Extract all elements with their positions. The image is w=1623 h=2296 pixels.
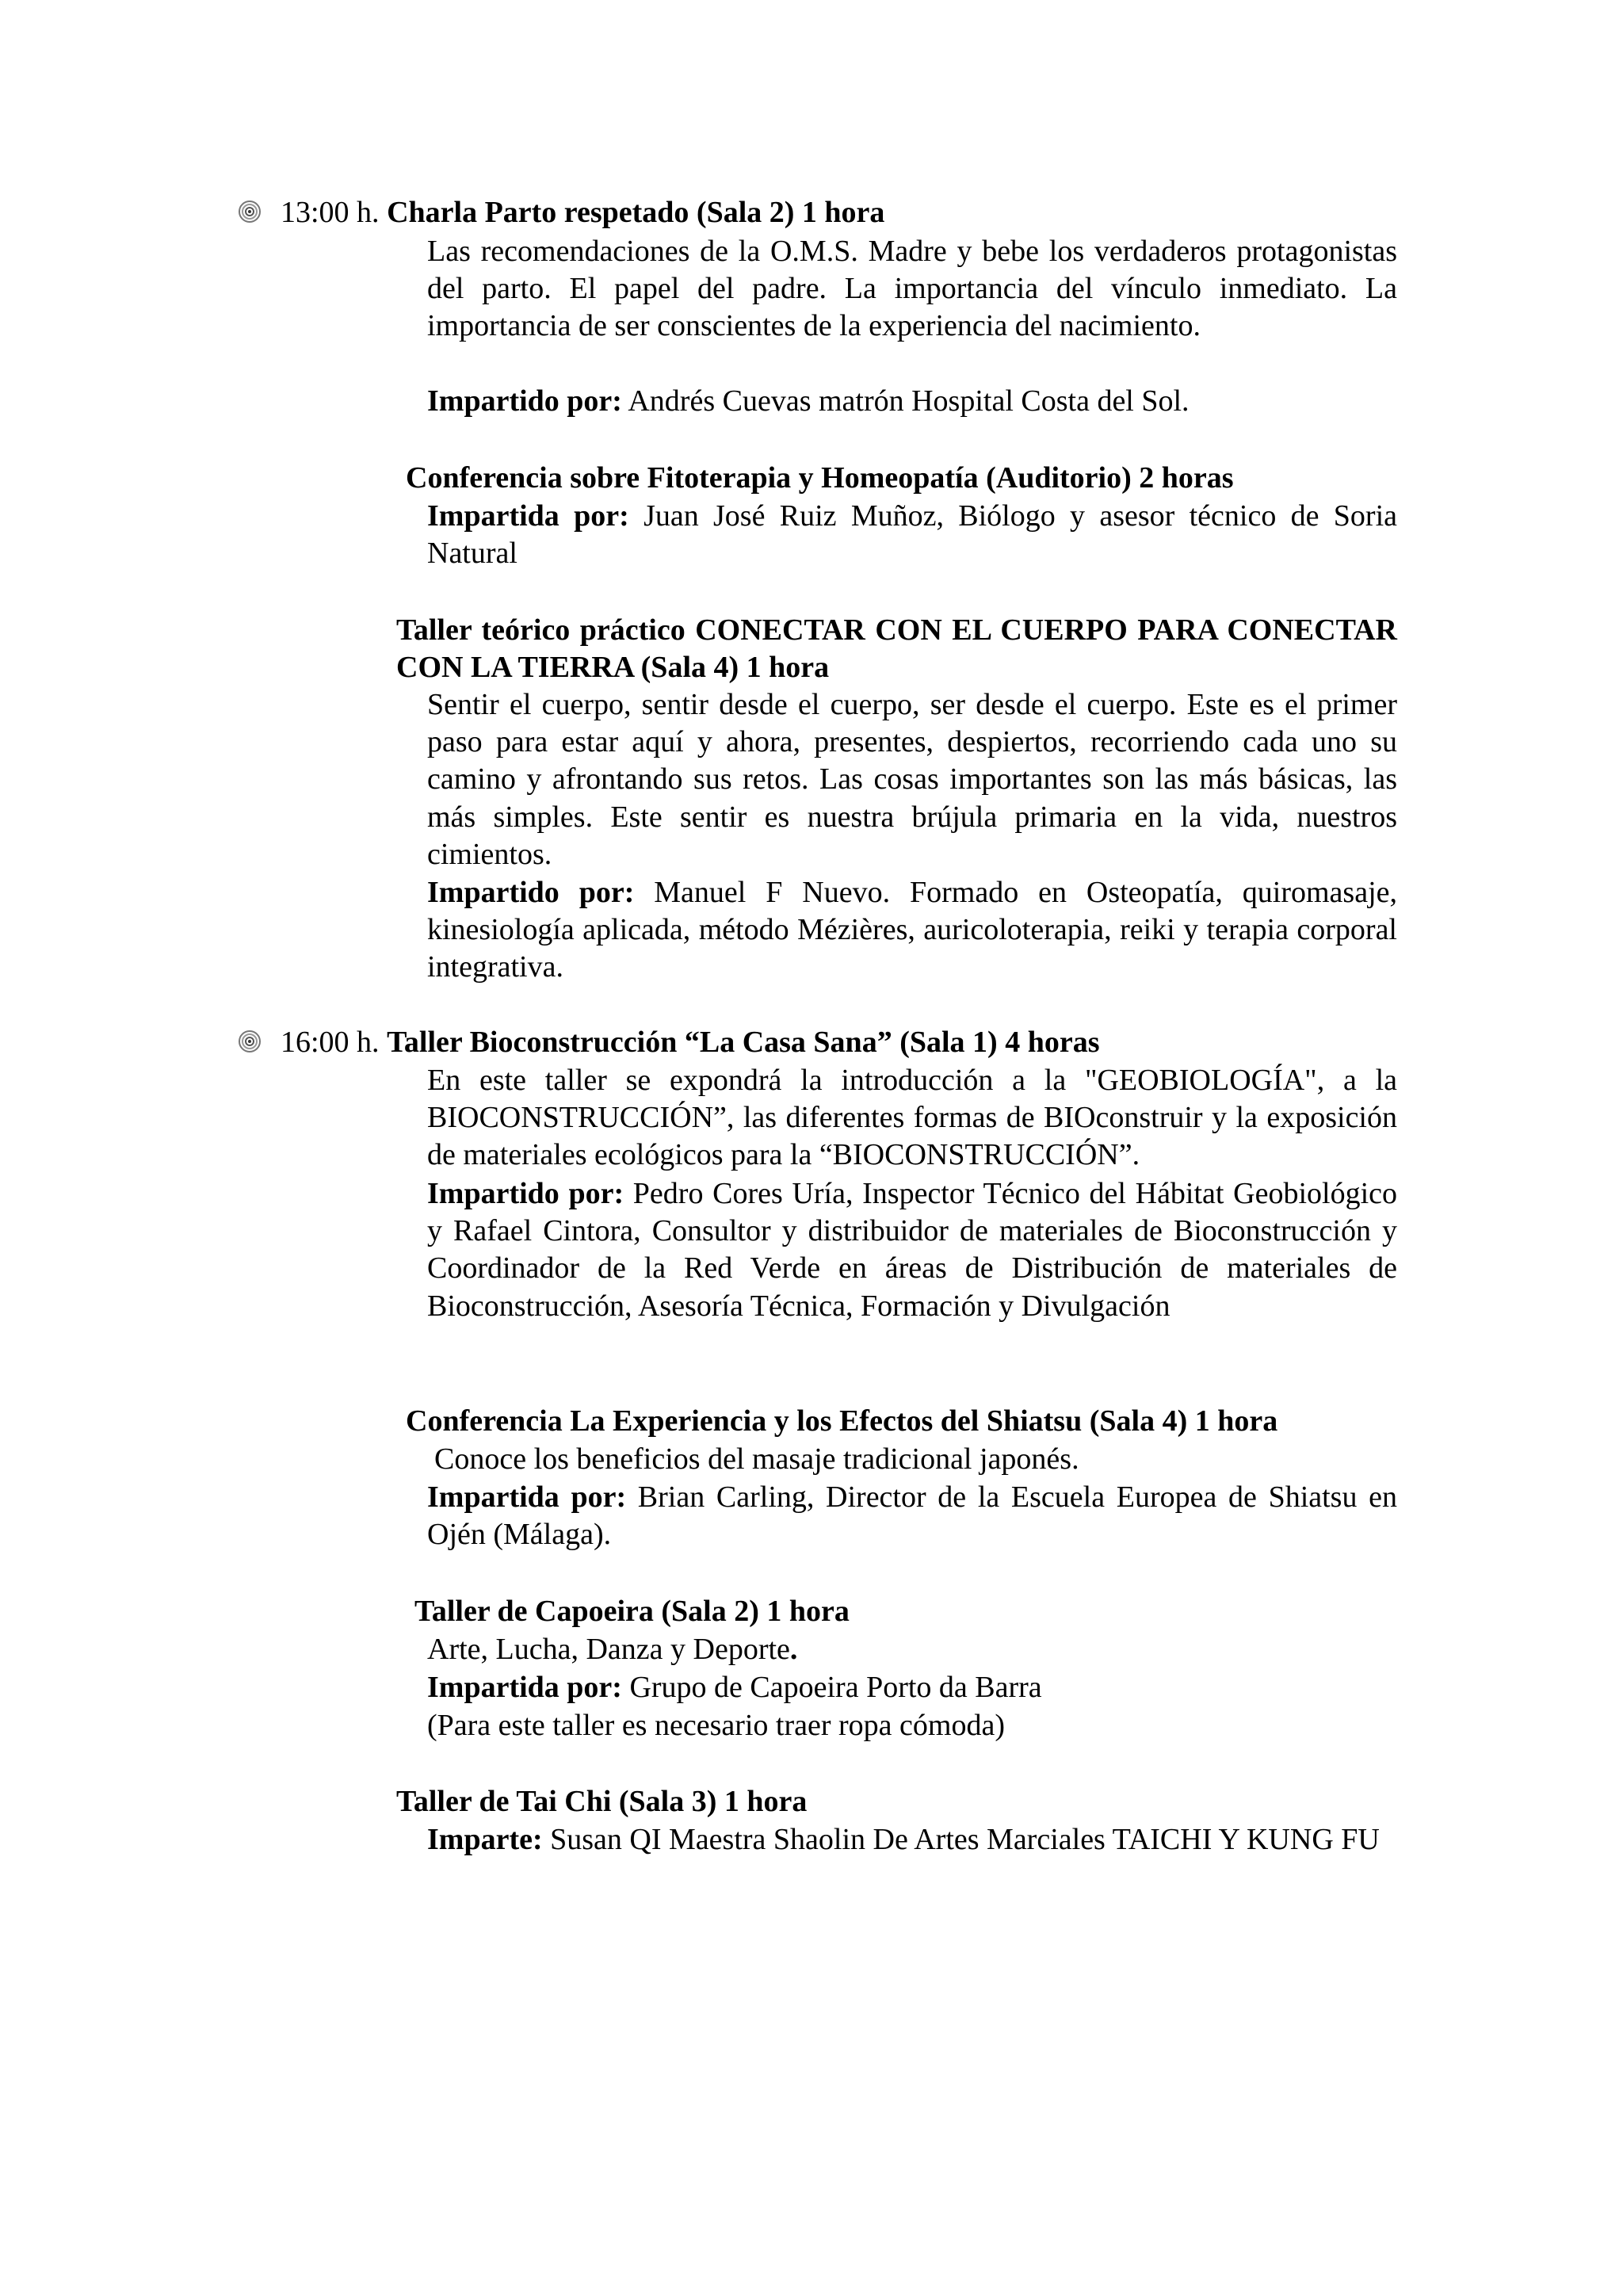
session-heading xyxy=(281,194,884,231)
session-time: 16:00 h. xyxy=(281,1026,380,1059)
description-text: Arte, Lucha, Danza y Deporte xyxy=(427,1633,790,1666)
speaker-label: Impartida por: xyxy=(427,1480,627,1514)
speaker-line xyxy=(427,1175,1397,1325)
speaker-name: Andrés Cuevas matrón Hospital Costa del Sol. xyxy=(628,384,1190,418)
session-description xyxy=(427,1631,797,1668)
speaker-line xyxy=(427,1479,1397,1553)
speaker-name: Brian Carling, Director de la Escuela Europea de Shiatsu en Ojén (Málaga). xyxy=(427,1480,1398,1552)
session-title: Conferencia sobre Fitoterapia y Homeopatía (Auditorio) 2 horas xyxy=(406,461,1234,495)
session-title: Taller Bioconstrucción “La Casa Sana” (Sala 1) 4 horas xyxy=(387,1026,1100,1059)
session-title: Charla Parto respetado (Sala 2) 1 hora xyxy=(387,196,885,229)
session-description: Conoce los beneficios del masaje tradicional japonés. xyxy=(434,1442,1079,1476)
speaker-label: Impartida por: xyxy=(427,1671,622,1704)
spiral-bullet-icon xyxy=(238,200,262,223)
speaker-label: Impartida por: xyxy=(427,499,629,533)
speaker-line xyxy=(427,1821,1397,1859)
spiral-bullet-icon xyxy=(238,1030,262,1053)
speaker-line xyxy=(427,874,1397,987)
session-title: Taller teórico práctico CONECTAR CON EL CUERPO PARA CONECTAR CON LA TIERRA (Sala 4) 1 hora xyxy=(396,613,1397,685)
session-description: Las recomendaciones de la O.M.S. Madre y bebe los verdaderos protagonistas del parto. El papel del padre. La importancia del vínculo inmediato. La importancia de ser conscientes de la experiencia del nacimiento. xyxy=(427,235,1397,343)
session-description: Sentir el cuerpo, sentir desde el cuerpo, ser desde el cuerpo. Este es el primer paso para estar aquí y ahora, presentes, despiertos, recorriendo cada uno su camino y afrontando sus retos. Las cosas importantes son las más básicas, las más simples. Este sentir es nuestra brújula primaria en la vida, nuestros cimientos. xyxy=(427,688,1397,871)
speaker-label: Imparte: xyxy=(427,1823,543,1856)
speaker-name: Susan QI Maestra Shaolin De Artes Marciales TAICHI Y KUNG FU xyxy=(550,1823,1380,1856)
session-title: Conferencia La Experiencia y los Efectos del Shiatsu (Sala 4) 1 hora xyxy=(406,1404,1278,1438)
description-end: . xyxy=(789,1633,798,1666)
speaker-name: Manuel F Nuevo. Formado en Osteopatía, quiromasaje, kinesiología aplicada, método Mézières, auricoloterapia, reiki y terapia corporal integrativa. xyxy=(427,876,1397,984)
session-heading xyxy=(281,1024,1099,1061)
speaker-name: Juan José Ruiz Muñoz, Biólogo y asesor técnico de Soria Natural xyxy=(427,499,1397,571)
session-note: (Para este taller es necesario traer ropa cómoda) xyxy=(427,1709,1005,1742)
speaker-line xyxy=(427,498,1397,572)
speaker-line xyxy=(427,383,1190,420)
speaker-line xyxy=(427,1669,1042,1706)
session-description: En este taller se expondrá la introducción a la "GEOBIOLOGÍA", a la BIOCONSTRUCCIÓN”, las diferentes formas de BIOconstruir y la exposición de materiales ecológicos para la “BIOCONSTRUCCIÓN”. xyxy=(427,1064,1397,1172)
speaker-label: Impartido por: xyxy=(427,1177,624,1210)
speaker-name: Grupo de Capoeira Porto da Barra xyxy=(629,1671,1042,1704)
speaker-label: Impartido por: xyxy=(427,876,635,909)
session-title: Taller de Tai Chi (Sala 3) 1 hora xyxy=(396,1785,808,1818)
speaker-label: Impartido por: xyxy=(427,384,622,418)
session-title: Taller de Capoeira (Sala 2) 1 hora xyxy=(414,1595,850,1628)
speaker-name: Pedro Cores Uría, Inspector Técnico del Hábitat Geobiológico y Rafael Cintora, Consultor y distribuidor de materiales de Bioconstrucción y Coordinador de la Red Verde en áreas de Distribución de materiales de Bioconstrucción, Asesoría Técnica, Formación y Divulgación xyxy=(427,1177,1397,1323)
session-time: 13:00 h. xyxy=(281,196,380,229)
